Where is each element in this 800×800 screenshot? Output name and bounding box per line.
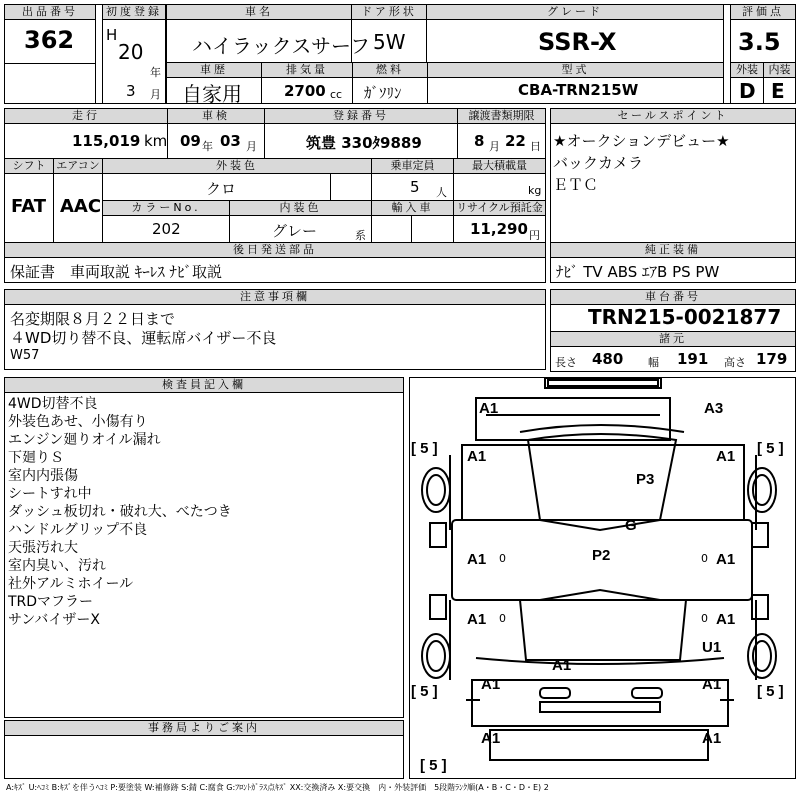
chassis-header: 車台番号 <box>550 289 796 305</box>
inspector-line: ハンドルグリップ不良 <box>8 522 148 538</box>
height: 179 <box>756 350 788 368</box>
damage-mark: A1 <box>467 448 487 465</box>
damage-mark: A1 <box>467 611 487 628</box>
damage-mark: A1 <box>716 551 736 568</box>
tire-tread: [ 5 ] <box>757 440 784 457</box>
car-name: ハイラックスサーフ <box>192 34 370 58</box>
insp-year-unit: 年 <box>202 140 213 153</box>
length-label: 長さ <box>555 356 577 369</box>
capacity-unit: 人 <box>436 186 447 199</box>
shift-header: シフト <box>4 158 54 174</box>
insp-month: 03 <box>220 132 241 150</box>
mileage: 115,019 <box>72 132 141 150</box>
damage-mark: A1 <box>467 551 487 568</box>
doors-header: ドア形状 <box>351 4 427 20</box>
width-label: 幅 <box>648 356 659 369</box>
model-header: 型式 <box>427 62 724 78</box>
damage-mark: A3 <box>704 400 724 417</box>
year: 20 <box>118 40 144 64</box>
inspector-line: サンバイザーX <box>8 612 100 628</box>
office-cell <box>4 735 404 779</box>
plate: 筑豊 330ﾀ9889 <box>306 134 422 152</box>
import-header: 輸入車 <box>371 200 454 216</box>
cc-unit: cc <box>330 88 343 101</box>
ext-color-cell <box>102 173 372 201</box>
diagram-zero: 0 <box>499 552 506 565</box>
displacement-header: 排気量 <box>261 62 353 78</box>
lot-no-blank <box>4 63 96 104</box>
length: 480 <box>592 350 624 368</box>
inspector-notes <box>8 395 232 629</box>
year-unit: 年 <box>150 66 161 79</box>
sales-header: セールスポイント <box>550 108 796 124</box>
ext-color-divider <box>330 173 331 201</box>
inspector-line: 室内臭い、汚れ <box>8 558 106 574</box>
damage-mark: A1 <box>481 730 501 747</box>
height-label: 高さ <box>724 356 746 369</box>
fuel-header: 燃料 <box>352 62 428 78</box>
inspector-line: 下廻りＳ <box>8 450 64 466</box>
recycle-header: リサイクル預託金 <box>453 200 546 216</box>
notes-line-3: W57 <box>10 348 40 363</box>
int-color-unit: 系 <box>355 229 366 242</box>
sales-line-1: ★オークションデビュー★ <box>553 132 730 150</box>
int-color: グレー <box>272 222 318 240</box>
chassis-number: TRN215-0021877 <box>588 305 782 329</box>
lot-no: 362 <box>24 26 75 54</box>
int-color-header: 内装色 <box>229 200 372 216</box>
inspector-line: 室内内張傷 <box>8 468 78 484</box>
later-header: 後日発送部品 <box>4 242 546 258</box>
score-header: 評価点 <box>730 4 796 20</box>
deadline-month: 8 <box>474 132 485 150</box>
inspector-line: ダッシュ板切れ・破れ大、べたつき <box>8 504 232 520</box>
inspector-header: 検査員記入欄 <box>4 377 404 393</box>
era: H <box>106 26 118 44</box>
damage-mark: A1 <box>552 657 572 674</box>
diagram-zero: 0 <box>701 552 708 565</box>
tire-tread: [ 5 ] <box>411 683 438 700</box>
damage-mark: A1 <box>716 611 736 628</box>
later-parts: 保証書 車両取説 ｷｰﾚｽ ﾅﾋﾞ取説 <box>10 263 223 281</box>
damage-mark: A1 <box>479 400 499 417</box>
width: 191 <box>677 350 709 368</box>
sales-line-2: バックカメラ <box>553 154 644 172</box>
inspector-line: 4WD切替不良 <box>8 396 98 412</box>
inspector-line: 天張汚れ大 <box>8 540 78 556</box>
capacity: 5 <box>410 178 420 196</box>
equipment: ﾅﾋﾞ TV ABS ｴｱB PS PW <box>556 263 720 281</box>
diagram-zero: 0 <box>499 612 506 625</box>
load-header: 最大積載量 <box>453 158 546 174</box>
model: CBA-TRN215W <box>518 81 639 99</box>
load-unit: kg <box>528 184 542 197</box>
history: 自家用 <box>182 82 242 106</box>
lot-no-header: 出品番号 <box>4 4 96 20</box>
damage-mark: A1 <box>481 676 501 693</box>
inspector-line: TRDマフラー <box>8 594 94 610</box>
diagram-zero: 0 <box>701 612 708 625</box>
doors: 5W <box>373 30 406 54</box>
damage-mark: P3 <box>636 471 655 488</box>
damage-mark: A1 <box>716 448 736 465</box>
grade-header: グレード <box>426 4 724 20</box>
spec-header: 諸元 <box>550 331 796 347</box>
damage-mark: U1 <box>702 639 722 656</box>
inspector-line: エンジン廻りオイル漏れ <box>8 432 161 448</box>
sales-line-3: ＥＴＣ <box>553 176 599 194</box>
month-unit: 月 <box>150 88 161 101</box>
int-header: 内装 <box>763 62 796 78</box>
int-grade: E <box>771 79 785 103</box>
legend: A:ｷｽﾞ U:ﾍｺﾐ B:ｷｽﾞを伴うﾍｺﾐ P:要塗装 W:補修跡 S:錆 C:腐食 G:ﾌﾛﾝﾄｶﾞﾗｽ点ｷｽﾞ XX:交換済み X:要交換 内・外装評価 5段階ﾗﾝｸ順(A・B・C・D・E) 2 <box>6 783 549 792</box>
import-divider <box>411 215 412 243</box>
equipment-header: 純正装備 <box>550 242 796 258</box>
deadline-header: 譲渡書類期限 <box>457 108 546 124</box>
damage-mark: P2 <box>592 547 611 564</box>
ext-header: 外装 <box>730 62 764 78</box>
notes-line-1: 名変期限８月２２日まで <box>10 310 176 328</box>
inspection-header: 車検 <box>167 108 265 124</box>
ac: AAC <box>60 196 102 217</box>
fuel: ｶﾞｿﾘﾝ <box>364 84 402 102</box>
notes-line-2: ４WD切り替不良、運転席バイザー不良 <box>10 329 277 347</box>
deadline-day-unit: 日 <box>530 140 541 153</box>
damage-mark: A1 <box>702 676 722 693</box>
insp-month-unit: 月 <box>246 140 257 153</box>
ext-color-header: 外装色 <box>102 158 372 174</box>
grade: SSR-X <box>538 28 617 56</box>
color-no: 202 <box>152 220 181 238</box>
capacity-header: 乗車定員 <box>371 158 454 174</box>
office-header: 事務局よりご案内 <box>4 720 404 736</box>
ext-color: クロ <box>206 180 237 198</box>
km-unit: km <box>144 132 168 150</box>
inspector-line: 社外アルミホイール <box>8 576 134 592</box>
mileage-header: 走行 <box>4 108 168 124</box>
tire-tread: [ 5 ] <box>757 683 784 700</box>
inspector-line: シートすれ中 <box>8 486 92 502</box>
tire-tread: [ 5 ] <box>411 440 438 457</box>
plate-header: 登録番号 <box>264 108 458 124</box>
month: 3 <box>126 82 136 100</box>
deadline-day: 22 <box>505 132 526 150</box>
tire-tread: [ 5 ] <box>420 757 447 774</box>
import-cell <box>371 215 454 243</box>
displacement: 2700 <box>284 82 326 100</box>
ac-header: エアコン <box>53 158 103 174</box>
recycle: 11,290 <box>470 220 528 238</box>
ext-grade: D <box>739 79 756 103</box>
damage-mark: G <box>625 517 637 534</box>
car-name-header: 車名 <box>166 4 352 20</box>
score: 3.5 <box>738 28 781 56</box>
notes-header: 注意事項欄 <box>4 289 546 305</box>
insp-year: 09 <box>180 132 201 150</box>
history-header: 車歴 <box>166 62 262 78</box>
car-diagram <box>409 377 796 779</box>
recycle-unit: 円 <box>529 229 540 242</box>
inspector-line: 外装色あせ、小傷有り <box>8 414 148 430</box>
color-no-header: カラーNo. <box>102 200 230 216</box>
shift: FAT <box>11 196 47 217</box>
damage-mark: A1 <box>702 730 722 747</box>
first-reg-header: 初度登録 <box>102 4 166 20</box>
deadline-month-unit: 月 <box>489 140 500 153</box>
